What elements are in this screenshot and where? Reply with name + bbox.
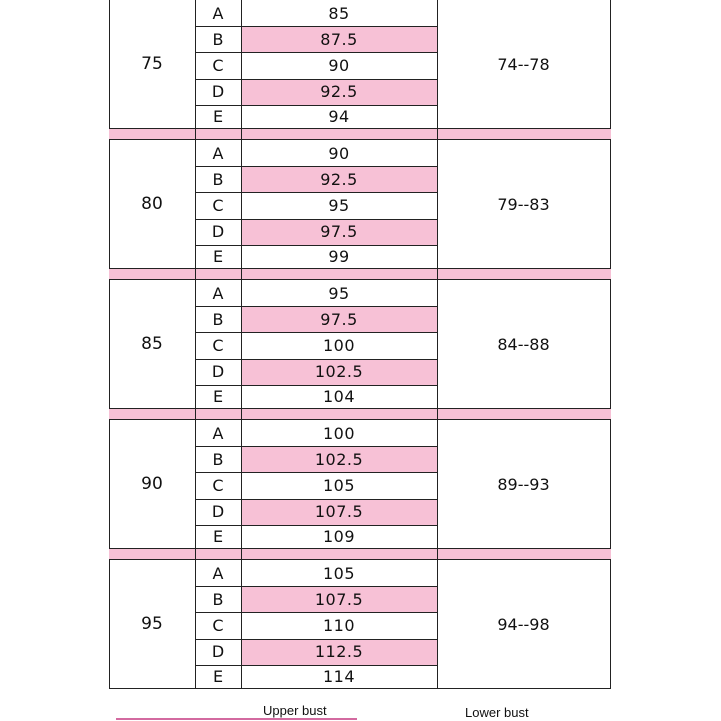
band-size-label: 80 <box>141 194 163 214</box>
separator-tick <box>241 408 242 420</box>
separator-tick <box>437 548 438 560</box>
upper-bust-value: 102.5 <box>314 362 364 382</box>
cup-letter: B <box>212 589 224 609</box>
upper-bust-value: 92.5 <box>320 82 358 102</box>
upper-bust-value: 95 <box>328 195 350 215</box>
upper-bust-value: 87.5 <box>320 29 358 49</box>
upper-bust-value: 99 <box>328 246 350 266</box>
upper-bust-value: 114 <box>322 666 356 686</box>
band-size-label: 75 <box>141 54 163 74</box>
upper-bust-value: 104 <box>322 386 356 406</box>
separator-tick <box>241 128 242 140</box>
upper-bust-underline <box>116 718 357 720</box>
cup-letter: E <box>212 246 224 266</box>
upper-bust-value: 105 <box>322 563 356 583</box>
upper-bust-value: 110 <box>322 615 356 635</box>
upper-bust-value: 94 <box>328 106 350 126</box>
upper-bust-value: 107.5 <box>314 502 364 522</box>
upper-bust-label: Upper bust <box>263 703 327 718</box>
upper-bust-value: 100 <box>322 423 356 443</box>
lower-bust-label: Lower bust <box>465 705 529 720</box>
separator-tick <box>437 128 438 140</box>
cup-letter: A <box>212 563 224 583</box>
separator-tick <box>195 548 196 560</box>
separator-tick <box>437 408 438 420</box>
upper-bust-value: 97.5 <box>320 222 358 242</box>
separator-tick <box>195 268 196 280</box>
cup-letter: C <box>212 615 224 635</box>
lower-bust-range: 89--93 <box>497 474 550 494</box>
cup-letter: D <box>211 362 225 382</box>
separator-tick <box>437 268 438 280</box>
upper-bust-value: 90 <box>328 143 350 163</box>
cup-letter: D <box>211 222 225 242</box>
cup-letter: A <box>212 143 224 163</box>
cup-letter: C <box>212 335 224 355</box>
separator-top-line <box>109 408 611 409</box>
cup-letter: D <box>211 82 225 102</box>
cup-letter: A <box>212 283 224 303</box>
separator-tick <box>241 268 242 280</box>
band-size-label: 90 <box>141 474 163 494</box>
cup-letter: A <box>212 423 224 443</box>
upper-bust-value: 105 <box>322 475 356 495</box>
upper-bust-value: 102.5 <box>314 449 364 469</box>
band-size-label: 85 <box>141 334 163 354</box>
upper-bust-value: 85 <box>328 3 350 23</box>
lower-bust-range: 74--78 <box>497 54 550 74</box>
separator-top-line <box>109 128 611 129</box>
cup-letter: E <box>212 386 224 406</box>
upper-bust-value: 109 <box>322 526 356 546</box>
cup-letter: D <box>211 642 225 662</box>
upper-bust-value: 90 <box>328 55 350 75</box>
separator-tick <box>195 128 196 140</box>
cup-letter: E <box>212 526 224 546</box>
cup-letter: B <box>212 309 224 329</box>
upper-bust-value: 97.5 <box>320 309 358 329</box>
grid-vline-4 <box>610 0 611 688</box>
cup-letter: B <box>212 449 224 469</box>
cup-letter: B <box>212 169 224 189</box>
cup-letter: A <box>212 3 224 23</box>
upper-bust-value: 92.5 <box>320 169 358 189</box>
cup-letter: C <box>212 195 224 215</box>
lower-bust-range: 84--88 <box>497 334 550 354</box>
lower-bust-range: 94--98 <box>497 614 550 634</box>
table-bottom-line <box>109 688 611 689</box>
band-size-label: 95 <box>141 614 163 634</box>
cup-letter: E <box>212 106 224 126</box>
cup-letter: D <box>211 502 225 522</box>
separator-top-line <box>109 548 611 549</box>
cup-letter: C <box>212 475 224 495</box>
upper-bust-value: 95 <box>328 283 350 303</box>
lower-bust-range: 79--83 <box>497 194 550 214</box>
cup-letter: C <box>212 55 224 75</box>
cup-letter: B <box>212 29 224 49</box>
upper-bust-value: 112.5 <box>314 642 364 662</box>
separator-tick <box>195 408 196 420</box>
separator-top-line <box>109 268 611 269</box>
upper-bust-value: 107.5 <box>314 589 364 609</box>
separator-tick <box>241 548 242 560</box>
upper-bust-value: 100 <box>322 335 356 355</box>
cup-letter: E <box>212 666 224 686</box>
